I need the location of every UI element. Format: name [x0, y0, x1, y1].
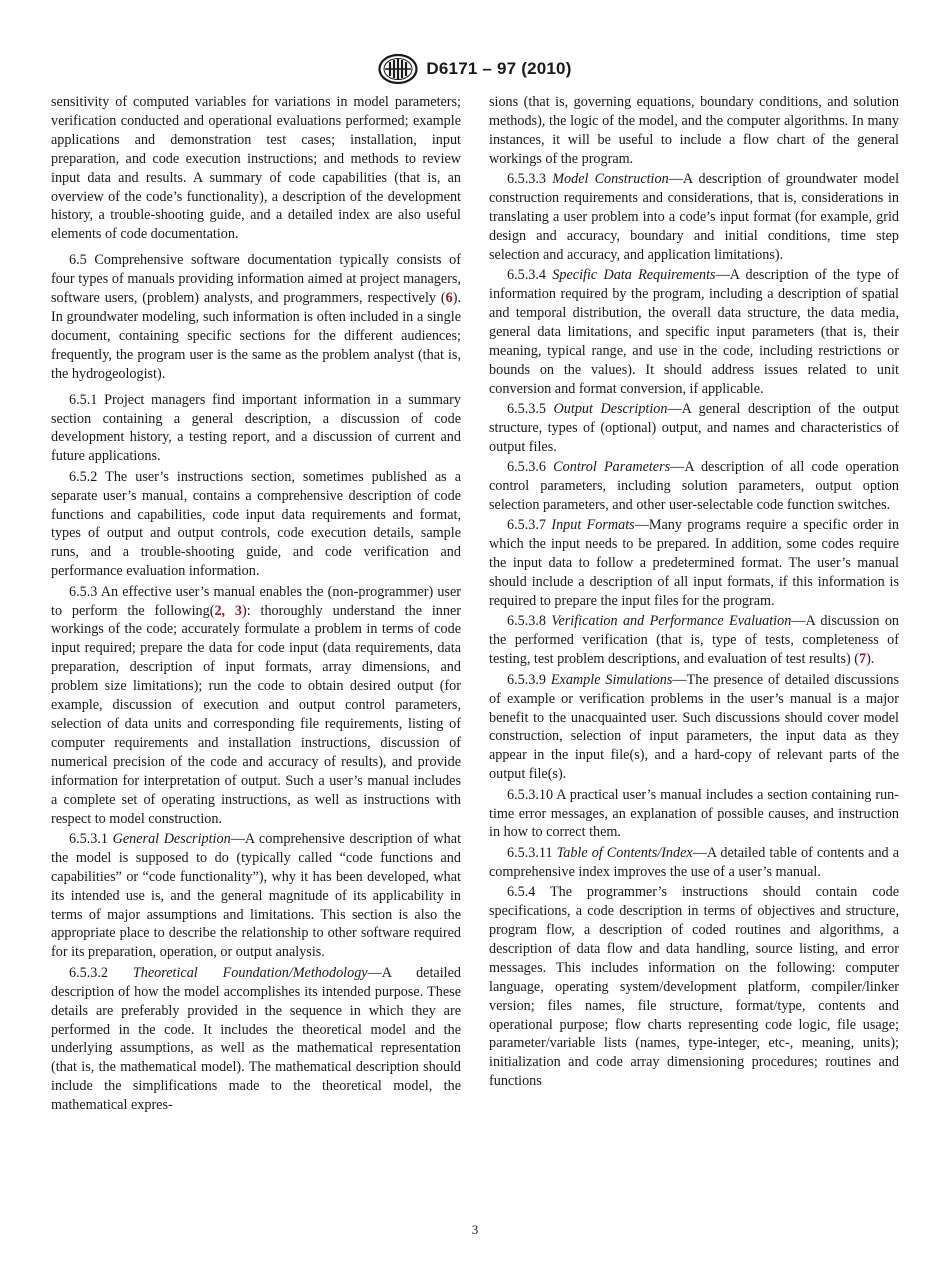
paragraph-text: —A description of groundwater model construction requirements and considerations, that is, considerations in translating a user problem into a code’s input format (for example, grid design and accuracy, boundary and initial conditions, time step selection and accuracy, and application limitations). — [489, 171, 900, 263]
section-number: 6.5.3.7 — [507, 517, 547, 534]
paragraph-text: —A general description of the output structure, types of (optional) output, and names and characteristics of output files. — [489, 401, 899, 455]
document-designation: D6171 – 97 (2010) — [426, 59, 572, 78]
reference-link[interactable]: 6 — [445, 290, 453, 307]
section-title: Control Parameters — [553, 459, 671, 476]
paragraph-6-5-2: 6.5.2 The user’s instructions section, sometimes published as a separate user’s manual, contains a comprehensive description of code functions and capabilities, code input data requirements and format, types of output and output controls, code execution details, sample runs, and a trouble-shooting guide, and code verification and performance evaluation information. — [51, 468, 461, 580]
paragraph-6-5-3-4 — [489, 266, 899, 398]
section-title: General Description — [112, 830, 231, 847]
reference-link[interactable]: 7 — [858, 651, 867, 668]
page-number: 3 — [471, 1222, 479, 1237]
paragraph-6-5-3-9 — [489, 671, 899, 784]
paragraph-6-5-3-11 — [489, 844, 899, 882]
section-number: 6.5.3.5 — [507, 401, 547, 417]
paragraph-text: ). — [866, 651, 875, 668]
section-number: 6.5.3.2 — [69, 964, 109, 981]
section-number: 6.5.3.1 — [69, 830, 109, 847]
section-title: Theoretical Foundation/Methodology — [132, 964, 368, 981]
paragraph-continuation: sions (that is, governing equations, boundary conditions, and solution methods), the logic of the model, and the computer algorithms. In many instances, it will be useful to include a flow chart of the general workings of the program. — [489, 94, 899, 167]
paragraph-6-5 — [51, 251, 461, 383]
paragraph-6-5-3-8 — [489, 612, 899, 669]
paragraph-text: —A detailed table of contents and a comprehensive index improves the use of a user’s manual. — [489, 844, 900, 880]
paragraph-text: 6.5.3 An effective user’s manual enables the (non-programmer) user to perform the following( — [51, 583, 461, 619]
right-column — [489, 93, 899, 1093]
section-title: Model Construction — [552, 171, 669, 188]
paragraph-6-5-3-3 — [489, 170, 899, 265]
reference-link[interactable]: 2, 3 — [214, 602, 243, 619]
section-number: 6.5.3.6 — [507, 459, 547, 476]
section-number: 6.5.3.4 — [507, 267, 547, 284]
paragraph-text: —A detailed description of how the model accomplishes its intended purpose. These details are preferably provided in the sequence in which they are performed in the code. It includes the theoretical model and the underlying assumptions, as well as the mathematical representation (that is, the mathematical model). The mathematical description should include the simplifications made to the theoretical model, the mathematical expres- — [51, 964, 461, 1114]
paragraph-6-5-1: 6.5.1 Project managers find important information in a summary section containing a general description, a discussion of code development history, a testing report, and a discussion of current and future applications. — [51, 391, 461, 465]
section-title: Verification and Performance Evaluation — [551, 613, 792, 630]
paragraph-6-5-3-1 — [51, 830, 461, 962]
section-title: Example Simulations — [550, 671, 673, 688]
paragraph-text: ). In groundwater modeling, such information is often included in a single document, containing specific sections for the different audiences; frequently, the program user is the same as the problem analyst (that is, the hydrogeologist). — [51, 290, 461, 382]
astm-logo-icon — [378, 53, 418, 85]
paragraph-text: —The presence of detailed discussions of example or verification problems in the user’s manual is a major benefit to the unacquainted user. Such discussions should cover model construction, selection of input parameters, the input data as they appear in the input file(s), and a hard-copy of relevant parts of the output file(s). — [489, 671, 900, 783]
paragraph-continuation: sensitivity of computed variables for variations in model parameters; verification conducted and operational evaluations performed; example applications and demonstration test cases; installation, input preparation, and code execution instructions; and methods to review input data and results. A summary of code capabilities (that is, an overview of the code’s functionality), a description of the development history, a trouble-shooting guide, and a detailed index are also useful elements of code documentation. — [51, 94, 461, 243]
paragraph-text: —A discussion on the performed verification (that is, type of tests, completeness of testing, test problem descriptions, and evaluation of test results) ( — [489, 613, 900, 668]
section-title: Input Formats — [551, 517, 635, 534]
section-number: 6.5.3.3 — [507, 171, 547, 188]
paragraph-text: —A description of all code operation control parameters, including solution parameters, output option selection parameters, and other user-selectable code function switches. — [489, 459, 899, 514]
paragraph-6-5-3 — [51, 583, 461, 829]
paragraph-text: —Many programs require a specific order in which the input needs to be prepared. In addition, some codes require the input data to follow a predetermined format. The user’s manual should include a description of all input formats, if this information is required to prepare the input files for the program. — [489, 517, 900, 610]
section-number: 6.5.3.9 — [507, 671, 547, 688]
paragraph-6-5-3-5 — [489, 400, 899, 457]
page-header — [0, 52, 950, 86]
paragraph-6-5-3-2 — [51, 964, 461, 1115]
paragraph-text: 6.5 Comprehensive software documentation typically consists of four types of manuals providing information aimed at project managers, software users, (problem) analysts, and programmers, respectively ( — [51, 252, 461, 307]
paragraph-6-5-3-7 — [489, 516, 899, 611]
section-title: Output Description — [553, 401, 668, 417]
section-title: Specific Data Requirements — [552, 267, 716, 284]
paragraph-text: —A description of the type of information required by the program, including a description of spatial and temporal distribution, the overall data structure, the data media, general data limitations, and specific input parameters (that is, their meaning, typical range, and use in the code, including restrictions or bounds on the values). It should address issues related to unit conversion and format conversion, if applicable. — [489, 267, 899, 397]
paragraph-6-5-3-10: 6.5.3.10 A practical user’s manual includes a section containing run-time error messages, an explanation of possible causes, and instruction in how to correct them. — [489, 786, 899, 841]
paragraph-text: —A comprehensive description of what the model is supposed to do (typically called “code functions and capabilities” or “code functionality”), why it has been developed, what its intended use is, and the general magnitude of its applicability in terms of major assumptions and limitations. This section is also the appropriate place to describe the relationship to other software required for its preparation, operation, or output analysis. — [51, 830, 462, 961]
section-title: Table of Contents/Index — [556, 844, 693, 861]
paragraph-text: ): thoroughly understand the inner workings of the code; accurately formulate a problem in terms of code input required; prepare the data for code input (data requirements, data preparation, description of input formats, array dimensions, and problem size limitations); run the code to obtain desired output (for example, discussion of execution and output control parameters, selection of data units and corresponding file requirements, listing of computer requirements and installation instructions, discussion of numerical precision of the code and accuracy of results), and provide information for interpretation of output. Such a user’s manual includes a complete set of operating instructions, as well as instructions with respect to model construction. — [51, 602, 461, 827]
section-number: 6.5.3.11 — [507, 844, 553, 861]
paragraph-6-5-4: 6.5.4 The programmer’s instructions should contain code specifications, a code description in terms of objectives and structure, program flow, a description of coded routines and algorithms, a description of data flow and data handling, source listing, and error messages. This includes information on the following: computer language, operating system/development platform, compiler/linker version; files names, file structure, format/type, contents and operational purpose; flow charts representing code logic, file usage; parameter/variable lists (names, type-integer, etc-, meaning, units); initialization and code array dimensioning procedures; routines and functions — [489, 884, 899, 1090]
section-number: 6.5.3.8 — [507, 613, 547, 630]
left-column — [51, 93, 461, 1117]
paragraph-6-5-3-6 — [489, 458, 899, 515]
